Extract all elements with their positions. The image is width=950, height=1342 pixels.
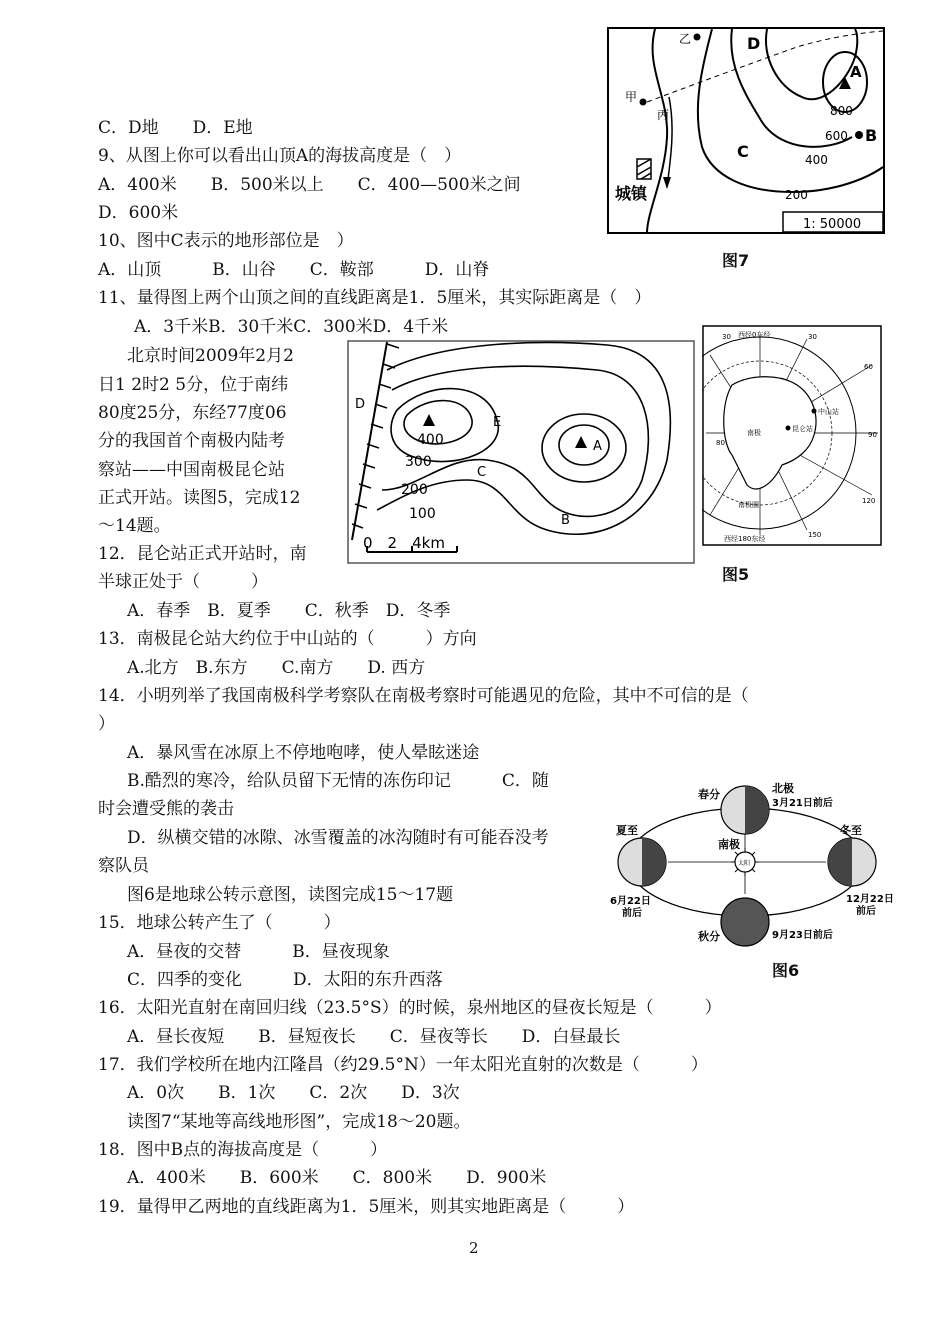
passage-line: 80度25分，东经77度06 (98, 403, 287, 423)
answer-options-line: A．山顶 B．山谷 C．鞍部 D．山脊 (98, 260, 490, 280)
question-11: 11、量得图上两个山顶之间的直线距离是1．5厘米，其实际距离是（ ） (98, 288, 652, 308)
label-autumn: 秋分 (698, 930, 720, 943)
label-mar: 3月21日前后 (772, 798, 833, 809)
label-c: C (737, 142, 749, 161)
figure-6-earth-revolution (606, 776, 898, 948)
label-kunlun: 昆仑站 (792, 425, 813, 433)
scale-label: 0 2 4km (363, 534, 445, 552)
page-number: 2 (469, 1239, 479, 1257)
question-19: 19．量得甲乙两地的直线距离为1．5厘米，则其实地距离是（ ） (98, 1197, 635, 1217)
label-pole: 南极 (747, 429, 761, 437)
label-d: D (355, 397, 366, 412)
svg-text:150: 150 (808, 531, 822, 539)
label-jia: 甲 (625, 90, 638, 104)
figure-contour-map (347, 340, 695, 564)
answer-options-line: D．600米 (98, 203, 179, 223)
contour-400: 400 (805, 153, 828, 167)
question-12: 12．昆仑站正式开站时，南 (98, 544, 307, 564)
answer-option: A．暴风雪在冰原上不停地咆哮，使人晕眩迷途 (127, 743, 480, 763)
contour-200: 200 (401, 482, 428, 498)
scale-label: 1: 50000 (803, 217, 862, 232)
label-town: 城镇 (615, 184, 648, 203)
figure-7-caption: 图7 (722, 251, 750, 270)
answer-options-line: C．D地 D．E地 (98, 118, 253, 138)
passage-line: 正式开站。读图5，完成12 (98, 488, 301, 508)
label-dec2: 前后 (856, 906, 876, 917)
label-south: 南极 (718, 838, 740, 851)
question-17: 17．我们学校所在地内江隆昌（约29.5°N）一年太阳光直射的次数是（ ） (98, 1055, 708, 1075)
question-18: 18．图中B点的海拔高度是（ ） (98, 1140, 388, 1160)
label-summer: 夏至 (616, 824, 638, 837)
answer-option-cont: 时会遭受熊的袭击 (98, 799, 234, 819)
passage-line: 日1 2时2 5分，位于南纬 (98, 375, 289, 395)
answer-options-line: A．春季 B．夏季 C．秋季 D．冬季 (127, 601, 451, 621)
label-jun1: 6月22日 (610, 896, 651, 907)
answer-options-line: A．0次 B．1次 C．2次 D．3次 (127, 1083, 460, 1103)
contour-200: 200 (785, 188, 808, 202)
contour-100: 100 (409, 506, 436, 522)
svg-text:120: 120 (862, 497, 876, 505)
answer-options-line: A．昼夜的交替 B．昼夜现象 (127, 942, 390, 962)
answer-options-line: A．400米 B．600米 C．800米 D．900米 (127, 1168, 547, 1188)
figure-5-caption: 图5 (722, 565, 750, 584)
sun-label: 太阳 (738, 860, 751, 867)
label-north: 北极 (772, 782, 794, 795)
label-sep: 9月23日前后 (772, 930, 833, 941)
instruction-line: 读图7“某地等高线地形图”，完成18～20题。 (127, 1112, 471, 1132)
label-top: 西经0东经 (738, 331, 771, 339)
instruction-line: 图6是地球公转示意图，读图完成15～17题 (127, 885, 454, 905)
passage-line: 北京时间2009年2月2 (127, 346, 294, 366)
label-e: E (493, 415, 502, 430)
svg-text:80: 80 (716, 439, 725, 447)
answer-options-line: C．四季的变化 D．太阳的东升西落 (127, 970, 443, 990)
answer-options-line: A．昼长夜短 B．昼短夜长 C．昼夜等长 D．白昼最长 (127, 1027, 621, 1047)
answer-options-line: A.北方 B.东方 C.南方 D. 西方 (127, 658, 426, 678)
answer-option: B.酷烈的寒冷，给队员留下无情的冻伤印记 C．随 (127, 771, 549, 791)
answer-option: D．纵横交错的冰隙、冰雪覆盖的冰沟随时有可能吞没考 (127, 828, 549, 848)
passage-line: 分的我国首个南极内陆考 (98, 431, 285, 451)
question-13: 13．南极昆仑站大约位于中山站的（ ）方向 (98, 629, 477, 649)
label-a: A (593, 439, 602, 454)
contour-600: 600 (825, 129, 848, 143)
passage-line: 察站——中国南极昆仑站 (98, 460, 285, 480)
label-c: C (477, 465, 487, 480)
svg-text:90: 90 (868, 431, 877, 439)
figure-6-caption: 图6 (772, 961, 800, 980)
label-jun2: 前后 (622, 908, 642, 919)
answer-options-line: A．3千米B．30千米C．300米D．4千米 (134, 317, 449, 337)
label-d: D (747, 34, 761, 53)
label-winter: 冬至 (840, 824, 862, 837)
label-a: A (850, 63, 862, 81)
question-15: 15．地球公转产生了（ ） (98, 913, 341, 933)
question-12-cont: 半球正处于（ ） (98, 572, 268, 592)
label-bottom: 西经180东经 (724, 535, 766, 543)
question-14-cont: ） (98, 714, 115, 734)
label-b: B (561, 513, 570, 528)
contour-400: 400 (417, 432, 444, 448)
question-10: 10、图中C表示的地形部位是 ） (98, 231, 354, 251)
passage-line: ～14题。 (98, 516, 171, 536)
figure-7-contour-map (607, 27, 885, 234)
question-16: 16．太阳光直射在南回归线（23.5°S）的时候，泉州地区的昼夜长短是（ ） (98, 998, 722, 1018)
question-14: 14．小明列举了我国南极科学考察队在南极考察时可能遇见的危险，其中不可信的是（ (98, 686, 749, 706)
contour-800: 800 (830, 104, 853, 118)
svg-text:30: 30 (808, 333, 817, 341)
answer-options-line: A．400米 B．500米以上 C．400—500米之间 (98, 175, 521, 195)
label-b: B (865, 126, 878, 145)
contour-300: 300 (405, 454, 432, 470)
answer-option-cont: 察队员 (98, 856, 149, 876)
figure-5-antarctica-map (702, 325, 882, 546)
label-spring: 春分 (698, 788, 720, 801)
label-zhongshan: 中山站 (818, 408, 839, 416)
label-yi: 乙 (679, 32, 692, 46)
svg-text:60: 60 (864, 363, 873, 371)
label-dec1: 12月22日 (846, 894, 894, 905)
label-bing: 丙 (657, 108, 670, 122)
svg-text:30: 30 (722, 333, 731, 341)
question-9: 9、从图上你可以看出山顶A的海拔高度是（ ） (98, 146, 462, 166)
label-circle: 南极圈 (738, 501, 759, 509)
